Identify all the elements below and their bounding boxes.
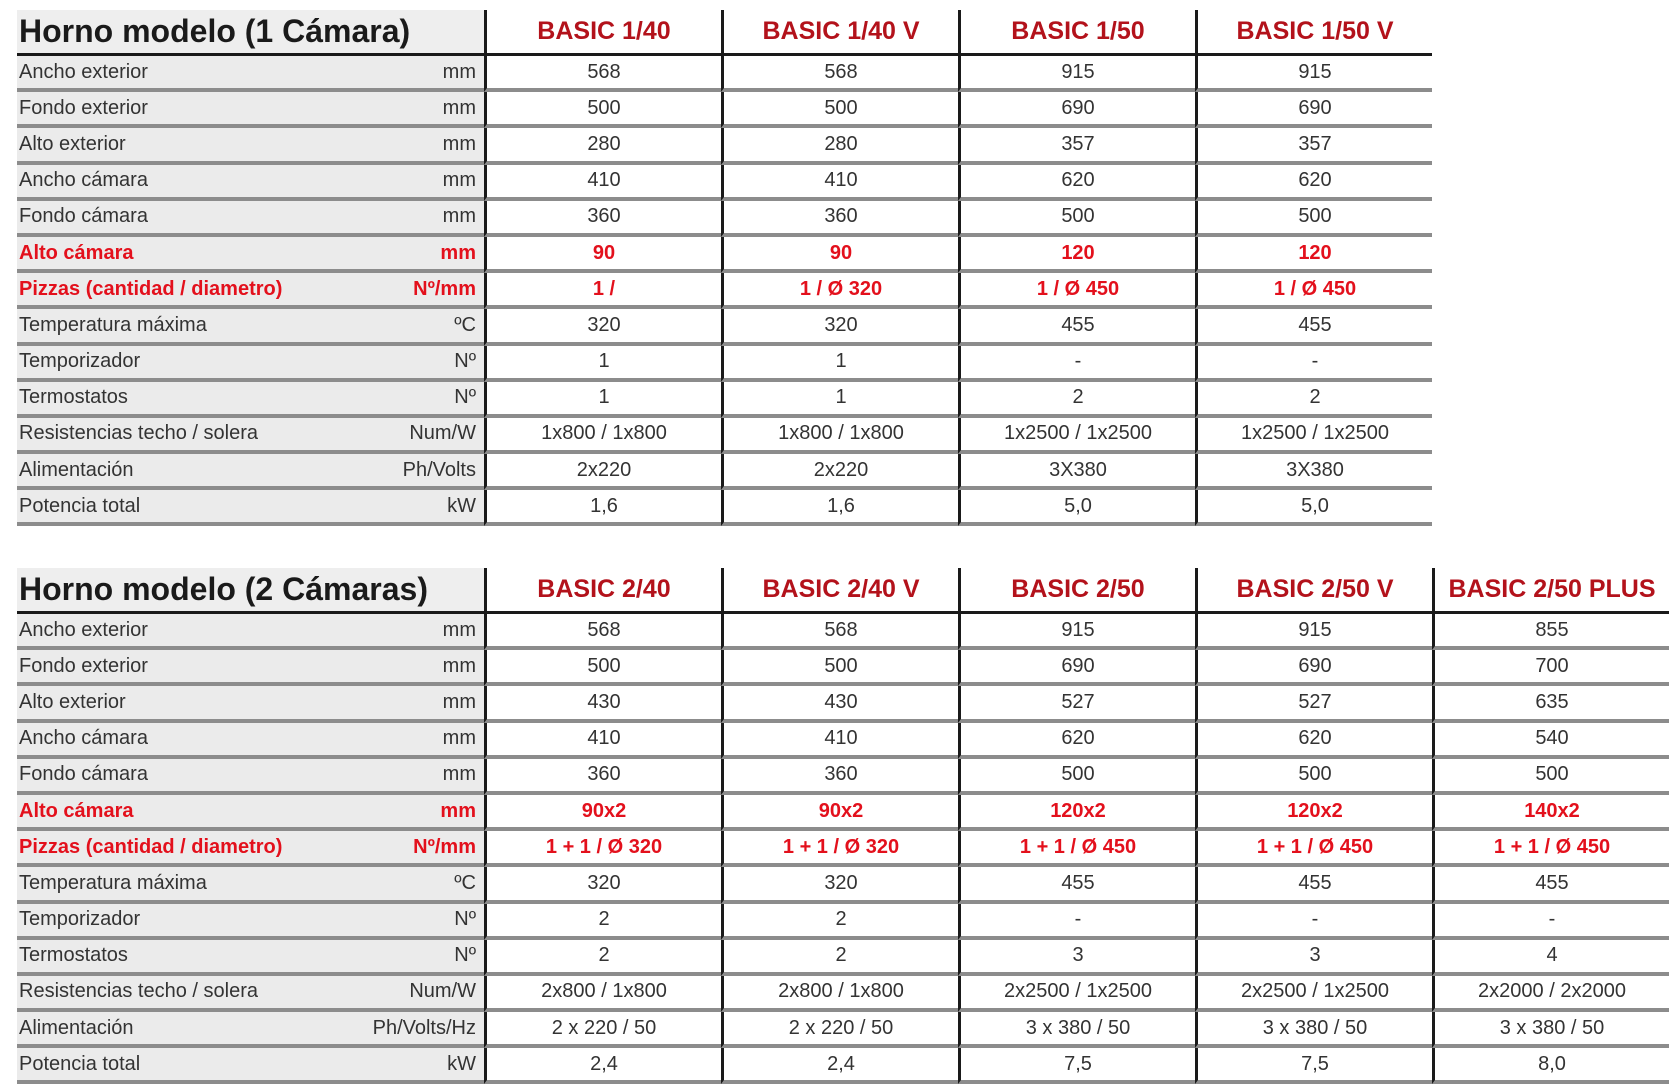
spec-label-cell: [17, 867, 484, 903]
model-header: BASIC 1/50 V: [1195, 10, 1432, 56]
spec-value: 568: [721, 614, 958, 650]
spec-label: Potencia total: [19, 494, 141, 517]
spec-value: 430: [484, 686, 721, 722]
spec-value: 455: [958, 309, 1195, 345]
spec-label: Potencia total: [19, 1052, 141, 1075]
spec-value: 1,6: [484, 490, 721, 526]
spec-value: 2x2000 / 2x2000: [1432, 976, 1669, 1012]
spec-unit: ºC: [454, 313, 476, 336]
spec-table-one-chamber: [17, 10, 1432, 526]
spec-value: 2,4: [484, 1048, 721, 1084]
spec-unit: mm: [442, 132, 476, 155]
spec-label: Temporizador: [19, 350, 141, 373]
spec-unit: Nº/mm: [413, 277, 476, 300]
spec-label: Ancho exterior: [19, 60, 148, 83]
spec-value: 320: [721, 309, 958, 345]
spec-value: 360: [721, 201, 958, 237]
spec-unit: ºC: [454, 871, 476, 894]
spec-table-two-chambers: [17, 568, 1669, 1084]
spec-value: 1 + 1 / Ø 450: [958, 831, 1195, 867]
spec-unit: Nº: [454, 944, 476, 967]
spec-label-cell: [17, 614, 484, 650]
spec-value: -: [1195, 346, 1432, 382]
spec-value: 915: [958, 614, 1195, 650]
spec-value: 410: [484, 165, 721, 201]
spec-label-cell: [17, 418, 484, 454]
spec-label-cell: [17, 201, 484, 237]
spec-value: 2 x 220 / 50: [721, 1012, 958, 1048]
spec-value: 500: [1432, 759, 1669, 795]
spec-label: Temperatura máxima: [19, 871, 207, 894]
spec-value: 1x800 / 1x800: [484, 418, 721, 454]
spec-value: 1: [484, 382, 721, 418]
spec-value: 1: [721, 346, 958, 382]
spec-value: 455: [1195, 867, 1432, 903]
spec-value: 2x800 / 1x800: [484, 976, 721, 1012]
spec-value: 5,0: [1195, 490, 1432, 526]
spec-value: 2x800 / 1x800: [721, 976, 958, 1012]
model-header: BASIC 2/50 V: [1195, 568, 1432, 614]
spec-value: 855: [1432, 614, 1669, 650]
spec-unit: mm: [440, 241, 476, 264]
spec-value: 500: [721, 650, 958, 686]
spec-value: 280: [484, 128, 721, 164]
spec-value: 540: [1432, 723, 1669, 759]
spec-value: 620: [1195, 723, 1432, 759]
spec-value: 500: [1195, 201, 1432, 237]
spec-value: 500: [958, 201, 1195, 237]
spec-label: Alimentación: [19, 458, 134, 481]
spec-unit: Ph/Volts/Hz: [372, 1016, 476, 1039]
spec-value: 500: [721, 92, 958, 128]
spec-label-cell: [17, 795, 484, 831]
spec-value: 1 + 1 / Ø 450: [1195, 831, 1432, 867]
spec-unit: Num/W: [409, 422, 476, 445]
spec-value: 2x2500 / 1x2500: [958, 976, 1195, 1012]
model-header: BASIC 2/50 PLUS: [1432, 568, 1669, 614]
spec-label-cell: [17, 128, 484, 164]
spec-value: 1,6: [721, 490, 958, 526]
spec-value: 3 x 380 / 50: [1195, 1012, 1432, 1048]
spec-value: 3 x 380 / 50: [1432, 1012, 1669, 1048]
spec-unit: mm: [442, 690, 476, 713]
spec-label-cell: [17, 650, 484, 686]
spec-value: 2: [721, 940, 958, 976]
spec-value: 690: [958, 92, 1195, 128]
spec-label-cell: [17, 831, 484, 867]
spec-value: 2: [484, 904, 721, 940]
spec-unit: mm: [442, 618, 476, 641]
spec-value: 7,5: [958, 1048, 1195, 1084]
spec-value: 320: [721, 867, 958, 903]
spec-label: Ancho exterior: [19, 618, 148, 641]
spec-value: 568: [484, 56, 721, 92]
spec-value: 2: [484, 940, 721, 976]
spec-label-cell: [17, 490, 484, 526]
spec-value: 320: [484, 867, 721, 903]
spec-value: 1x2500 / 1x2500: [1195, 418, 1432, 454]
spec-unit: kW: [447, 1052, 476, 1075]
spec-label-cell: [17, 723, 484, 759]
spec-label-cell: [17, 237, 484, 273]
spec-value: 455: [958, 867, 1195, 903]
spec-value: 2: [958, 382, 1195, 418]
spec-value: 8,0: [1432, 1048, 1669, 1084]
spec-value: 2 x 220 / 50: [484, 1012, 721, 1048]
spec-value: 455: [1195, 309, 1432, 345]
spec-value: 568: [484, 614, 721, 650]
spec-label-cell: [17, 940, 484, 976]
spec-value: 320: [484, 309, 721, 345]
spec-label: Termostatos: [19, 944, 128, 967]
spec-value: 357: [1195, 128, 1432, 164]
spec-value: 1 + 1 / Ø 320: [484, 831, 721, 867]
model-header: BASIC 1/40 V: [721, 10, 958, 56]
model-header: BASIC 1/50: [958, 10, 1195, 56]
spec-unit: Nº/mm: [413, 835, 476, 858]
spec-value: 410: [721, 723, 958, 759]
spec-value: 3: [958, 940, 1195, 976]
spec-unit: mm: [440, 799, 476, 822]
spec-value: 410: [484, 723, 721, 759]
spec-value: 3X380: [1195, 454, 1432, 490]
model-header: BASIC 2/40: [484, 568, 721, 614]
spec-value: 1x2500 / 1x2500: [958, 418, 1195, 454]
spec-value: 568: [721, 56, 958, 92]
spec-unit: Nº: [454, 386, 476, 409]
spec-value: 455: [1432, 867, 1669, 903]
spec-label: Fondo exterior: [19, 654, 148, 677]
spec-value: 3: [1195, 940, 1432, 976]
spec-value: 915: [1195, 56, 1432, 92]
spec-value: 7,5: [1195, 1048, 1432, 1084]
spec-label: Alto cámara: [19, 241, 134, 264]
spec-value: 690: [1195, 650, 1432, 686]
spec-unit: mm: [442, 654, 476, 677]
spec-value: 527: [1195, 686, 1432, 722]
spec-value: 360: [721, 759, 958, 795]
spec-value: 357: [958, 128, 1195, 164]
spec-value: 690: [1195, 92, 1432, 128]
spec-label-cell: [17, 1048, 484, 1084]
spec-unit: mm: [442, 60, 476, 83]
spec-label: Temperatura máxima: [19, 313, 207, 336]
spec-unit: mm: [442, 727, 476, 750]
spec-value: 1x800 / 1x800: [721, 418, 958, 454]
spec-unit: Num/W: [409, 980, 476, 1003]
spec-value: -: [1432, 904, 1669, 940]
spec-label: Fondo cámara: [19, 205, 148, 228]
spec-unit: Ph/Volts: [402, 458, 476, 481]
spec-value: 5,0: [958, 490, 1195, 526]
spec-label-cell: [17, 904, 484, 940]
spec-value: 635: [1432, 686, 1669, 722]
spec-unit: mm: [442, 205, 476, 228]
spec-label: Ancho cámara: [19, 169, 148, 192]
spec-label-cell: [17, 976, 484, 1012]
spec-value: 1 /: [484, 273, 721, 309]
spec-value: 915: [958, 56, 1195, 92]
spec-value: 1 / Ø 450: [958, 273, 1195, 309]
spec-value: 4: [1432, 940, 1669, 976]
spec-value: 2: [721, 904, 958, 940]
spec-unit: mm: [442, 96, 476, 119]
spec-value: 1 / Ø 320: [721, 273, 958, 309]
spec-value: -: [958, 346, 1195, 382]
spec-unit: mm: [442, 763, 476, 786]
model-header: BASIC 2/50: [958, 568, 1195, 614]
spec-value: 90: [721, 237, 958, 273]
spec-value: 140x2: [1432, 795, 1669, 831]
spec-label-cell: [17, 686, 484, 722]
spec-value: 2,4: [721, 1048, 958, 1084]
table-title: Horno modelo (2 Cámaras): [17, 568, 484, 614]
spec-value: 700: [1432, 650, 1669, 686]
spec-label: Fondo exterior: [19, 96, 148, 119]
spec-value: 915: [1195, 614, 1432, 650]
spec-value: 360: [484, 759, 721, 795]
spec-value: 1 + 1 / Ø 320: [721, 831, 958, 867]
spec-value: 690: [958, 650, 1195, 686]
spec-value: -: [1195, 904, 1432, 940]
spec-label-cell: [17, 382, 484, 418]
spec-value: 500: [958, 759, 1195, 795]
spec-label-cell: [17, 759, 484, 795]
spec-label: Ancho cámara: [19, 727, 148, 750]
spec-unit: Nº: [454, 350, 476, 373]
spec-value: -: [958, 904, 1195, 940]
spec-unit: mm: [442, 169, 476, 192]
spec-value: 1: [484, 346, 721, 382]
spec-value: 500: [484, 92, 721, 128]
spec-label: Pizzas (cantidad / diametro): [19, 835, 283, 858]
spec-value: 280: [721, 128, 958, 164]
table-title: Horno modelo (1 Cámara): [17, 10, 484, 56]
spec-label-cell: [17, 309, 484, 345]
spec-value: 360: [484, 201, 721, 237]
spec-unit: kW: [447, 494, 476, 517]
spec-value: 430: [721, 686, 958, 722]
spec-value: 1 / Ø 450: [1195, 273, 1432, 309]
spec-label-cell: [17, 92, 484, 128]
spec-label: Termostatos: [19, 386, 128, 409]
spec-value: 410: [721, 165, 958, 201]
spec-label: Alto exterior: [19, 690, 126, 713]
spec-value: 620: [958, 165, 1195, 201]
spec-value: 527: [958, 686, 1195, 722]
spec-value: 620: [1195, 165, 1432, 201]
spec-value: 2x220: [484, 454, 721, 490]
spec-value: 2: [1195, 382, 1432, 418]
spec-label: Fondo cámara: [19, 763, 148, 786]
spec-label-cell: [17, 165, 484, 201]
spec-value: 90x2: [484, 795, 721, 831]
model-header: BASIC 2/40 V: [721, 568, 958, 614]
spec-label-cell: [17, 346, 484, 382]
spec-value: 90: [484, 237, 721, 273]
spec-unit: Nº: [454, 908, 476, 931]
spec-value: 1 + 1 / Ø 450: [1432, 831, 1669, 867]
spec-value: 2x2500 / 1x2500: [1195, 976, 1432, 1012]
spec-label-cell: [17, 56, 484, 92]
spec-label: Resistencias techo / solera: [19, 980, 259, 1003]
spec-value: 500: [484, 650, 721, 686]
spec-value: 90x2: [721, 795, 958, 831]
spec-label-cell: [17, 1012, 484, 1048]
spec-label: Temporizador: [19, 908, 141, 931]
spec-value: 120: [958, 237, 1195, 273]
spec-value: 3X380: [958, 454, 1195, 490]
spec-value: 120x2: [958, 795, 1195, 831]
spec-value: 500: [1195, 759, 1432, 795]
spec-value: 120x2: [1195, 795, 1432, 831]
spec-value: 3 x 380 / 50: [958, 1012, 1195, 1048]
spec-label-cell: [17, 273, 484, 309]
spec-label: Alto exterior: [19, 132, 126, 155]
spec-label: Alimentación: [19, 1016, 134, 1039]
spec-value: 620: [958, 723, 1195, 759]
spec-label: Resistencias techo / solera: [19, 422, 259, 445]
spec-value: 1: [721, 382, 958, 418]
spec-value: 120: [1195, 237, 1432, 273]
spec-label: Pizzas (cantidad / diametro): [19, 277, 283, 300]
model-header: BASIC 1/40: [484, 10, 721, 56]
spec-value: 2x220: [721, 454, 958, 490]
spec-label-cell: [17, 454, 484, 490]
spec-label: Alto cámara: [19, 799, 134, 822]
